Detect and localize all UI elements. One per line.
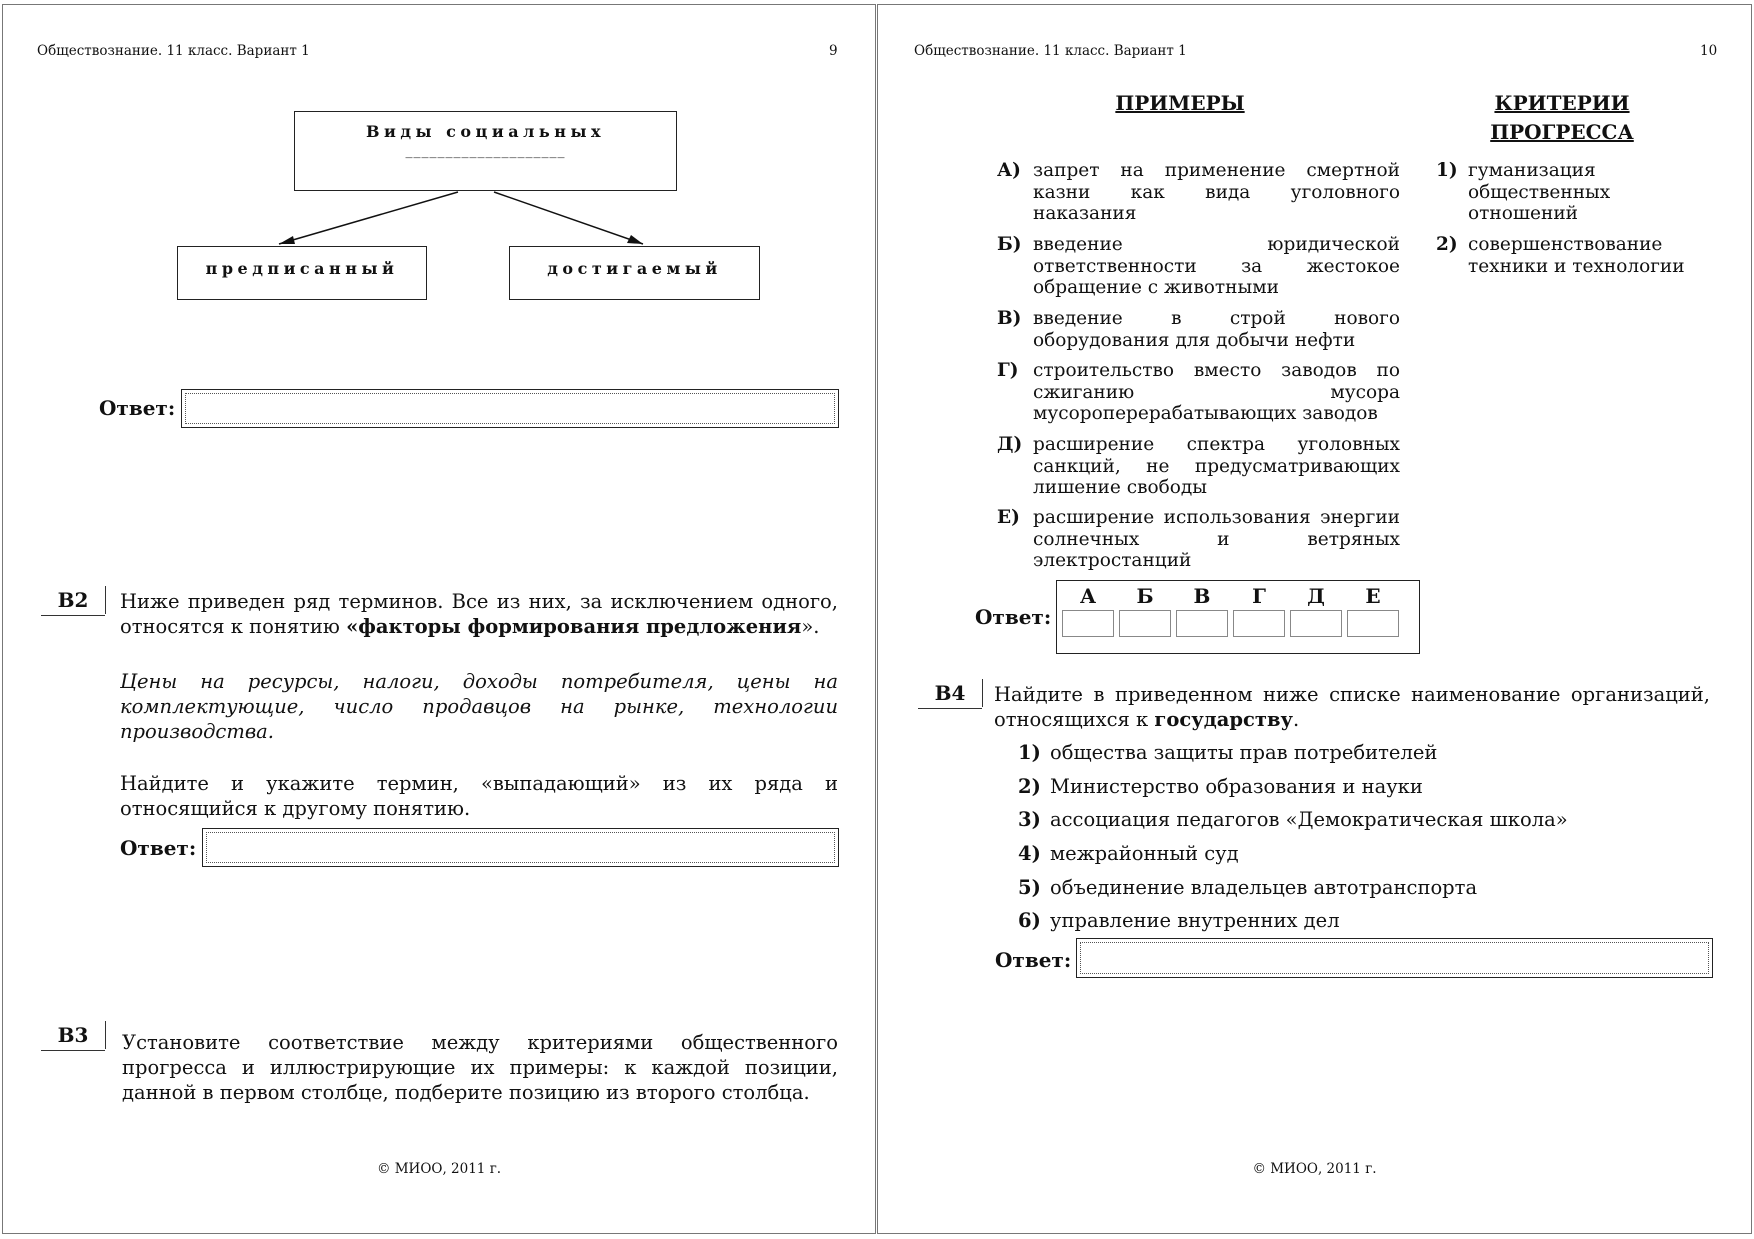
page-footer: © МИОО, 2011 г. <box>376 1161 502 1177</box>
b4-item-label: 4) <box>1018 842 1041 865</box>
example-text: расширение спектра уголовных санкций, не предусматривающих лишение свободы <box>1033 434 1400 498</box>
example-text: введение в строй нового оборудования для добычи нефти <box>1033 308 1400 351</box>
b4-answer-input[interactable] <box>1076 938 1713 978</box>
b4-item-text: управление внутренних дел <box>1050 909 1340 932</box>
answer-letter: Д <box>1307 584 1325 608</box>
b2-task: Найдите и укажите термин, «выпадающий» из их ряда и относящийся к другому понятию. <box>120 772 838 820</box>
answer-cell-input[interactable] <box>1062 610 1114 637</box>
arrow-right <box>494 192 643 244</box>
diagram-title: Виды социальных <box>365 122 606 141</box>
answer-letter: Б <box>1136 584 1154 608</box>
example-label: Б) <box>997 234 1022 255</box>
answer-label: Ответ: <box>99 396 176 420</box>
example-text: введение юридической ответственности за жестокое обращение с животными <box>1033 234 1400 298</box>
b4-list-item <box>1018 876 1477 900</box>
b4-item-label: 1) <box>1018 741 1041 764</box>
criteria-column-title-line2: ПРОГРЕССА <box>1490 120 1634 144</box>
example-text: запрет на применение смертной казни как вида уголовного наказания <box>1033 160 1400 224</box>
b4-list-item <box>1018 741 1437 765</box>
diagram-child-right: достигаемый <box>547 259 722 278</box>
criteria-label: 2) <box>1436 234 1458 255</box>
page-number: 9 <box>829 43 838 59</box>
arrow-right-head <box>627 235 643 244</box>
b4-item-label: 2) <box>1018 775 1041 798</box>
answer-letter: Г <box>1252 584 1266 608</box>
example-text: строительство вместо заводов по сжиганию мусора мусороперерабатывающих заводов <box>1033 360 1400 424</box>
example-label: А) <box>997 160 1021 181</box>
answer-cell-input[interactable] <box>1233 610 1285 637</box>
b2-intro-end: ». <box>801 615 820 638</box>
b4-list-item <box>1018 909 1340 933</box>
page-header: Обществознание. 11 класс. Вариант 1 <box>914 43 1187 59</box>
question-number-b2: В2 <box>41 588 105 616</box>
b4-intro-end: . <box>1293 708 1300 731</box>
answer-letters-row <box>1062 584 1399 608</box>
answer-letter: А <box>1079 584 1097 608</box>
criteria-text: гуманизация общественных отношений <box>1468 160 1611 224</box>
example-text: расширение использования энергии солнечных и ветряных электростанций <box>1033 507 1400 571</box>
answer-letter: В <box>1193 584 1211 608</box>
b3-text: Установите соответствие между критериями общественного прогресса и иллюстрирующие их примеры: к каждой позиции, данной в первом столбце, подберите позицию из второго столбца. <box>122 1031 838 1104</box>
question-number-b4: В4 <box>918 681 982 709</box>
b4-list-item <box>1018 775 1423 799</box>
b4-item-text: ассоциация педагогов «Демократическая школа» <box>1050 808 1568 831</box>
answer-cells-row <box>1062 610 1399 637</box>
diagram-blank: ____________________ <box>405 143 566 159</box>
answer-cell-input[interactable] <box>1347 610 1399 637</box>
b3-answer-table <box>1056 580 1420 654</box>
answer-cell-input[interactable] <box>1290 610 1342 637</box>
example-label: Д) <box>997 434 1023 455</box>
b4-intro-text: Найдите в приведенном ниже списке наименование организаций, относящихся к <box>994 683 1710 731</box>
b2-intro <box>120 589 838 639</box>
page-header: Обществознание. 11 класс. Вариант 1 <box>37 43 310 59</box>
page-footer: © МИОО, 2011 г. <box>1252 1161 1377 1177</box>
diagram-box-left <box>177 246 427 300</box>
b4-item-text: межрайонный суд <box>1050 842 1239 865</box>
b4-answer-label: Ответ: <box>995 948 1072 972</box>
b3-answer-label: Ответ: <box>975 605 1052 629</box>
b2-answer-label: Ответ: <box>120 836 197 860</box>
criteria-text: совершенствование техники и технологии <box>1468 234 1685 277</box>
page-number: 10 <box>1700 43 1718 59</box>
answer-letter: Е <box>1365 584 1381 608</box>
arrow-left <box>279 192 458 244</box>
b2-intro-text: Ниже приведен ряд терминов. Все из них, за исключением одного, относятся к понятию <box>120 590 838 638</box>
b4-item-label: 5) <box>1018 876 1041 899</box>
page-left <box>2 4 876 1234</box>
answer-cell-input[interactable] <box>1119 610 1171 637</box>
diagram-top-box <box>294 111 677 191</box>
question-number-b3: В3 <box>41 1023 105 1051</box>
criteria-column-title-line1: КРИТЕРИИ <box>1494 91 1630 115</box>
b4-intro-bold: государству <box>1154 708 1293 731</box>
example-label: В) <box>997 308 1022 329</box>
b4-item-label: 6) <box>1018 909 1041 932</box>
b4-intro <box>994 682 1710 732</box>
b2-terms: Цены на ресурсы, налоги, доходы потребителя, цены на комплектующие, число продавцов на рынке, технологии производства. <box>120 670 838 743</box>
b4-list-item <box>1018 842 1239 866</box>
b4-item-text: Министерство образования и науки <box>1050 775 1423 798</box>
example-label: Г) <box>997 360 1019 381</box>
criteria-label: 1) <box>1436 160 1458 181</box>
b4-item-label: 3) <box>1018 808 1041 831</box>
b4-list-item <box>1018 808 1568 832</box>
example-label: Е) <box>997 507 1020 528</box>
arrow-left-head <box>279 236 295 244</box>
examples-column-title: ПРИМЕРЫ <box>1115 91 1245 115</box>
diagram-box-right <box>509 246 760 300</box>
b1-answer-input[interactable] <box>181 389 839 428</box>
page-right <box>877 4 1752 1234</box>
answer-cell-input[interactable] <box>1176 610 1228 637</box>
b4-item-text: объединение владельцев автотранспорта <box>1050 876 1478 899</box>
diagram-child-left: предписанный <box>205 259 399 278</box>
b2-intro-bold: «факторы формирования предложения <box>346 615 802 638</box>
b4-item-text: общества защиты прав потребителей <box>1050 741 1438 764</box>
b2-answer-input[interactable] <box>202 828 839 867</box>
